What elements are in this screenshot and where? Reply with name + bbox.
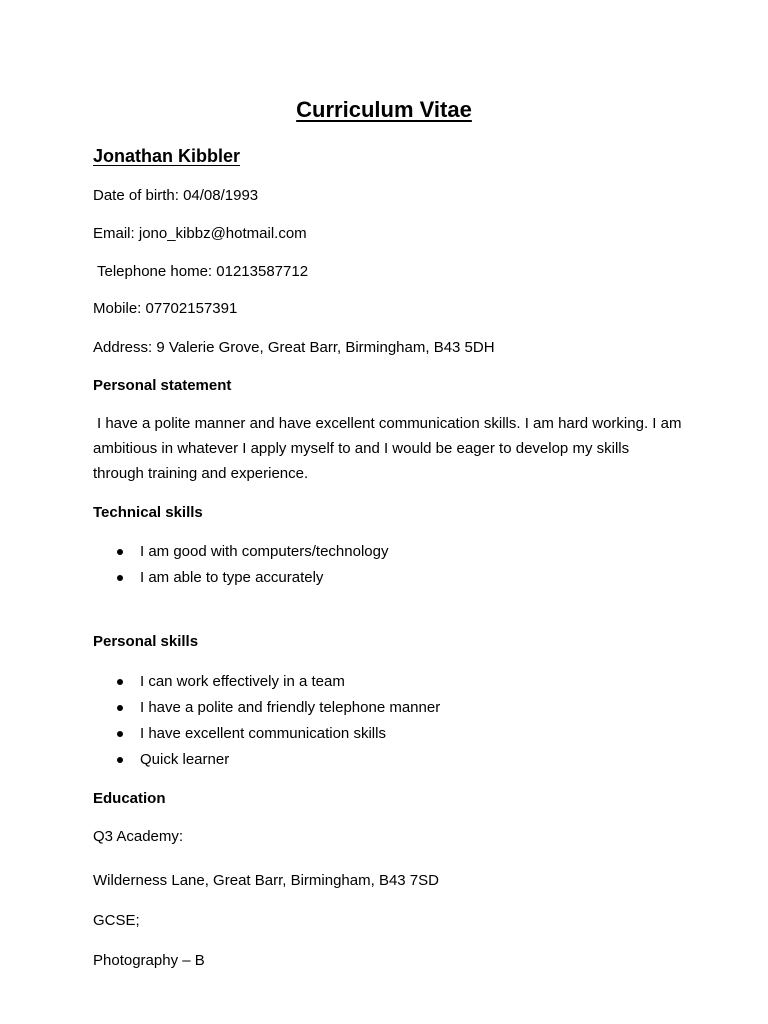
candidate-name: Jonathan Kibbler	[93, 146, 241, 166]
document-title: Curriculum Vitae	[296, 97, 472, 122]
personal-skills-heading: Personal skills	[93, 633, 199, 650]
dob-value: 04/08/1993	[183, 187, 259, 204]
list-item: I have excellent communication skills	[113, 721, 440, 747]
address-line	[93, 335, 495, 361]
dob-line	[93, 183, 258, 209]
mobile-line	[93, 296, 237, 322]
bullet-icon	[117, 757, 123, 763]
bullet-icon	[117, 679, 123, 685]
email-line	[93, 221, 307, 247]
mobile-value: 07702157391	[145, 300, 238, 317]
bullet-icon	[117, 575, 123, 581]
technical-skills-list	[113, 539, 388, 591]
school-address: Wilderness Lane, Great Barr, Birmingham, B43 7SD	[93, 872, 439, 889]
grade-line: Photography – B	[93, 952, 205, 969]
bullet-icon	[117, 731, 123, 737]
email-label: Email:	[93, 225, 135, 242]
list-item: I have a polite and friendly telephone manner	[113, 695, 440, 721]
bullet-icon	[117, 705, 123, 711]
phone-line	[97, 259, 308, 285]
phone-value: 01213587712	[216, 263, 309, 280]
list-item: Quick learner	[113, 747, 440, 773]
personal-statement-text: I have a polite manner and have excellent communication skills. I am hard working. I am ambitious in whatever I apply myself to and I would be eager to develop my skills through training and experience.	[93, 415, 682, 482]
qualification-label: GCSE;	[93, 912, 140, 929]
school-name: Q3 Academy:	[93, 828, 184, 845]
personal-statement-heading: Personal statement	[93, 377, 232, 394]
dob-label: Date of birth:	[93, 187, 179, 204]
personal-skills-list	[113, 669, 440, 773]
list-item: I am good with computers/technology	[113, 539, 388, 565]
email-value: jono_kibbz@hotmail.com	[138, 225, 307, 242]
address-value: 9 Valerie Grove, Great Barr, Birmingham, B43 5DH	[156, 339, 495, 356]
mobile-label: Mobile:	[93, 300, 142, 317]
bullet-icon	[117, 549, 123, 555]
education-heading: Education	[93, 790, 166, 807]
technical-skills-heading: Technical skills	[93, 504, 203, 521]
list-item: I am able to type accurately	[113, 565, 388, 591]
address-label: Address:	[93, 339, 153, 356]
phone-label: Telephone home:	[97, 263, 213, 280]
list-item: I can work effectively in a team	[113, 669, 440, 695]
